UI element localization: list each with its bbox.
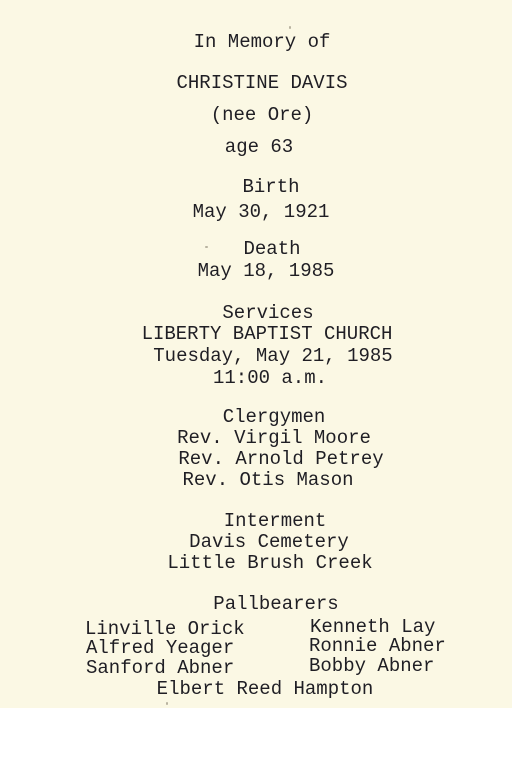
in-memory-heading: In Memory of [193,31,331,53]
pallbearer-name: Sanford Abner [86,657,235,679]
paper-speck [289,26,291,29]
clergyman-name: Rev. Arnold Petrey [178,448,384,470]
age-text: age 63 [224,136,294,158]
services-date: Tuesday, May 21, 1985 [153,345,393,367]
birth-date: May 30, 1921 [192,201,330,223]
services-place: LIBERTY BAPTIST CHURCH [141,323,393,345]
clergyman-name: Rev. Virgil Moore [177,427,371,449]
pallbearer-name: Kenneth Lay [310,616,436,638]
deceased-name: CHRISTINE DAVIS [176,72,348,94]
pallbearer-name: Alfred Yeager [86,637,235,659]
paper-speck [166,702,168,705]
clergymen-heading: Clergymen [222,406,326,428]
interment-heading: Interment [223,510,327,532]
pallbearer-name: Ronnie Abner [309,635,446,657]
paper-speck [205,246,208,248]
pallbearer-name: Bobby Abner [309,655,435,677]
death-date: May 18, 1985 [197,260,335,282]
pallbearers-heading: Pallbearers [213,593,339,615]
maiden-name: (nee Ore) [210,104,314,126]
interment-location: Little Brush Creek [167,552,373,574]
death-heading: Death [243,238,301,260]
clergyman-name: Rev. Otis Mason [182,469,354,491]
interment-cemetery: Davis Cemetery [189,531,349,553]
pallbearer-name: Linville Orick [85,618,245,640]
services-heading: Services [222,302,314,324]
services-time: 11:00 a.m. [212,367,328,389]
pallbearer-name: Elbert Reed Hampton [156,678,374,700]
birth-heading: Birth [242,176,300,198]
